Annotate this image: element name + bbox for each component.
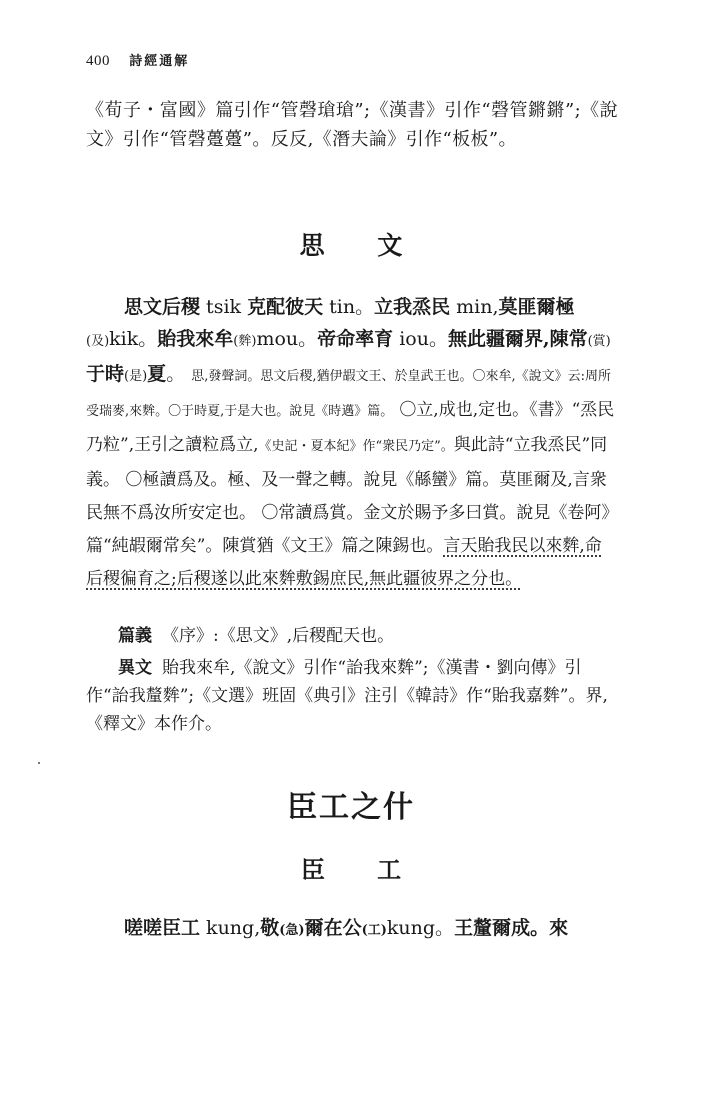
gloss-note: (及) bbox=[86, 334, 110, 349]
verse-line: 無此疆爾界,陳常 bbox=[447, 328, 588, 350]
reconstruction-text: kung。 bbox=[386, 917, 455, 939]
verse-line: 克配彼天 bbox=[247, 296, 324, 318]
verse-line: 莫匪爾極 bbox=[498, 296, 575, 318]
running-header bbox=[86, 50, 189, 70]
verse-line: 爾在公 bbox=[304, 917, 362, 939]
reconstruction-text: iou。 bbox=[393, 328, 448, 350]
commentary-text: 〇立,成也,定也。《書》“烝民乃粒”,王引之讀粒爲立, bbox=[86, 400, 615, 455]
reconstruction-text: 。 bbox=[166, 363, 186, 385]
verse-line: 夏 bbox=[147, 363, 167, 385]
verse-line: 立我烝民 bbox=[374, 296, 451, 318]
reconstruction-text: mou。 bbox=[256, 328, 318, 350]
decade-title: 臣工之什 bbox=[287, 790, 415, 825]
pianyi-text: 《序》:《思文》,后稷配天也。 bbox=[162, 626, 395, 646]
reconstruction-text: tsik bbox=[200, 296, 248, 318]
verse-line: 帝命率育 bbox=[317, 328, 394, 350]
verse-line: 于時 bbox=[86, 363, 125, 385]
stray-mark bbox=[38, 762, 40, 764]
verse-line: 王釐爾成。來 bbox=[454, 917, 569, 939]
reconstruction-text: kik。 bbox=[109, 328, 158, 350]
pianyi-label: 篇義 bbox=[118, 626, 152, 646]
reconstruction-text: tin。 bbox=[323, 296, 375, 318]
verse-line: 思文后稷 bbox=[124, 296, 201, 318]
commentary-text: 與此詩“立我烝民”同義。 〇極讀爲及。極、及一聲之轉。說見《緜蠻》篇。莫匪爾及,言衆民無不爲汝所安定也。 〇常讀爲賞。金文於賜予多曰賞。說見《卷阿》篇“純嘏爾常矣”。陳賞猶《文王》篇之陳錫也。 bbox=[86, 435, 610, 556]
poem-chengong bbox=[86, 912, 626, 947]
yiwen-label: 異文 bbox=[118, 658, 152, 678]
gloss-note: (麰) bbox=[233, 334, 257, 349]
emphasized-summary: 言天貽我民以來麰,命后稷徧育之;后稷遂以此來麰敷錫庶民,無此疆彼界之分也。 bbox=[86, 536, 602, 589]
gloss-note: (是) bbox=[124, 369, 148, 384]
verse-line: 貽我來牟 bbox=[157, 328, 234, 350]
commentary-note: 《史記・夏本紀》作“衆民乃定”。 bbox=[258, 439, 454, 454]
reconstruction-text: kung, bbox=[200, 917, 261, 939]
gloss-note: (工) bbox=[361, 923, 387, 938]
reconstruction-text: min, bbox=[450, 296, 499, 318]
poem-siwen bbox=[86, 291, 618, 595]
section-title-siwen: 思 文 bbox=[299, 231, 425, 260]
yiwen-section bbox=[86, 654, 618, 738]
carryover-paragraph: 《荀子・富國》篇引作“管磬瑲瑲”;《漢書》引作“磬管鏘鏘”;《說文》引作“管磬躉躉”。反反,《潛夫論》引作“板板”。 bbox=[86, 100, 618, 150]
section-title-chengong: 臣 工 bbox=[300, 855, 424, 884]
book-title: 詩經通解 bbox=[129, 54, 190, 69]
commentary-note: 思,發聲詞。思文后稷,猶伊嘏文王、於皇武王也。〇來牟,《說文》云:周所受瑞麥,來麰。〇于時夏,于是大也。說見《時邁》篇。 bbox=[86, 369, 612, 419]
gloss-note: (賞) bbox=[587, 334, 611, 349]
verse-line: 嗟嗟臣工 bbox=[124, 917, 201, 939]
yiwen-text: 貽我來牟,《說文》引作“詒我來麰”;《漢書・劉向傳》引作“詒我釐麰”;《文選》班固《典引》注引《韓詩》作“貽我嘉麰”。界,《釋文》本作介。 bbox=[86, 658, 608, 734]
verse-line: 敬 bbox=[260, 917, 280, 939]
pianyi-section bbox=[86, 622, 618, 650]
page-number: 400 bbox=[86, 53, 110, 69]
gloss-note: (急) bbox=[279, 923, 305, 938]
